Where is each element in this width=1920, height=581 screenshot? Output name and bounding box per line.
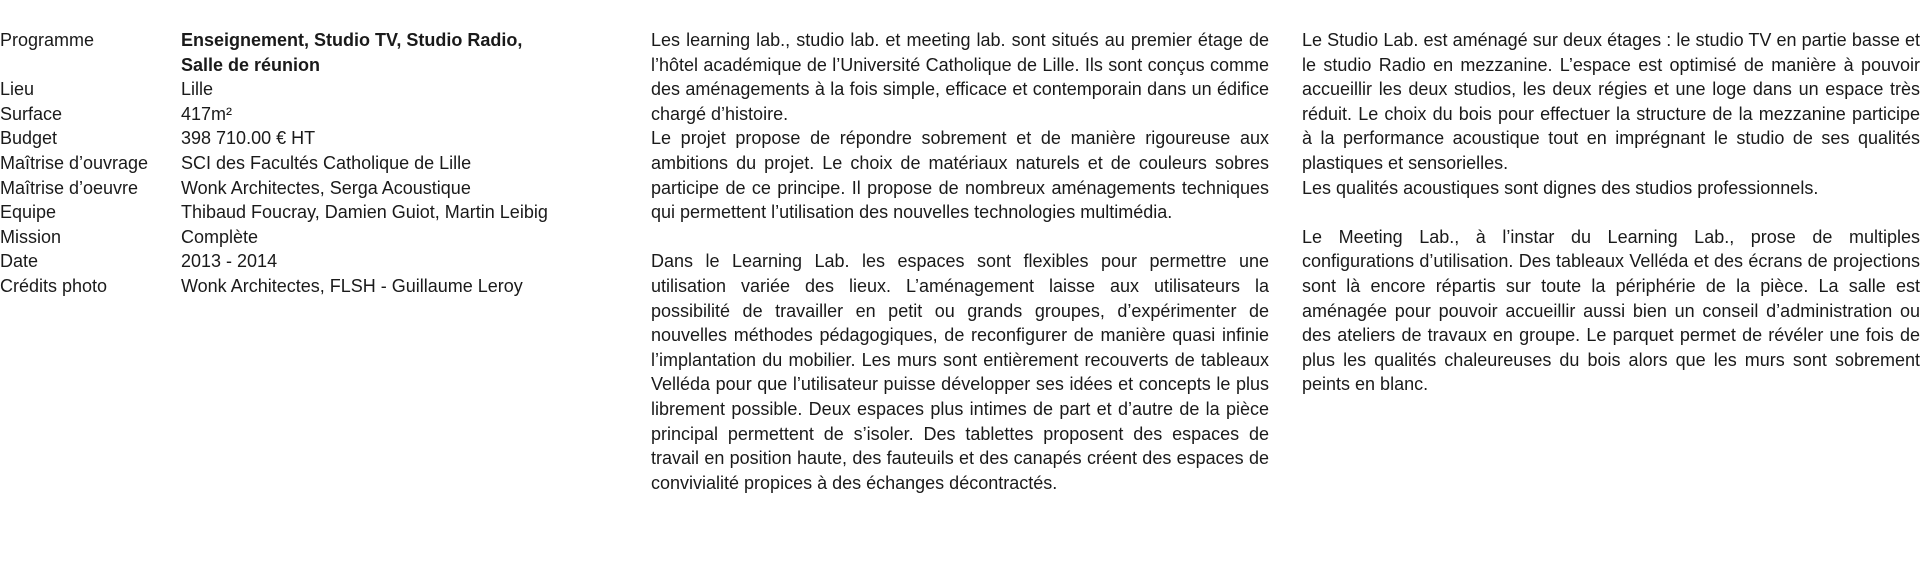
project-spec-table: [0, 28, 600, 299]
spec-row-surface: [0, 102, 600, 127]
spec-row-date: [0, 249, 600, 274]
spec-label: Surface: [0, 103, 63, 124]
spec-value: [181, 28, 600, 77]
spec-value: Lille: [181, 79, 214, 100]
spec-value: Wonk Architectes, Serga Acoustique: [181, 177, 471, 198]
spec-label: Equipe: [0, 202, 57, 223]
spec-value-line: Enseignement, Studio TV, Studio Radio,: [181, 30, 523, 50]
spec-row-credits: [0, 274, 600, 299]
spec-label: Mission: [0, 226, 62, 247]
paragraph-acoustics: Les qualités acoustiques sont dignes des studios professionnels.: [1302, 177, 1819, 198]
spec-value: 2013 - 2014: [181, 251, 278, 272]
description-column-learning-lab: [651, 28, 1269, 495]
spec-row-programme: [0, 28, 600, 77]
spec-row-equipe: [0, 200, 600, 225]
spec-value: SCI des Facultés Catholique de Lille: [181, 152, 472, 173]
paragraph-studio-lab: Le Studio Lab. est aménagé sur deux étages : le studio TV en partie basse et le studio Radio en mezzanine. L’espace est optimisé de manière à pouvoir accueillir les deux studios, les deux régies et une loge dans un espace très réduit. Le choix du bois pour effectuer la structure de la mezzanine participe à la performance acoustique tout en imprégnant le studio de ses qualités plastiques et sensorielles.: [1302, 30, 1920, 173]
spec-value: Complète: [181, 226, 259, 247]
description-column-studio-meeting-lab: [1302, 28, 1920, 397]
spec-row-maitrise-ouvrage: [0, 151, 600, 176]
spec-label: Maîtrise d’ouvrage: [0, 152, 149, 173]
paragraph-intro: Les learning lab., studio lab. et meeting lab. sont situés au premier étage de l’hôtel académique de l’Université Catholique de Lille. Ils sont conçus comme des aménagements à la fois simple, efficace et contemporain dans un édifice chargé d’histoire.: [651, 30, 1269, 124]
spec-value: 417m²: [181, 103, 233, 124]
paragraph-meeting-lab: Le Meeting Lab., à l’instar du Learning Lab., prose de multiples configurations d’utilisation. Des tableaux Velléda et des écrans de projections sont là encore répartis sur toute la périphérie de la pièce. La salle est aménagée pour pouvoir accueillir aussi bien un conseil d’administration ou des ateliers de travaux en groupe. Le parquet permet de révéler une fois de plus les qualités chaleureuses du bois alors que les murs sont sobrement peints en blanc.: [1302, 226, 1920, 395]
spec-label: Maîtrise d’oeuvre: [0, 177, 139, 198]
spec-value: Thibaud Foucray, Damien Guiot, Martin Leibig: [181, 202, 548, 223]
spec-value: Wonk Architectes, FLSH - Guillaume Leroy: [181, 275, 523, 296]
spec-row-lieu: [0, 77, 600, 102]
spec-row-mission: [0, 225, 600, 250]
spec-label: Lieu: [0, 79, 35, 100]
spec-label: Programme: [0, 30, 95, 50]
spec-label: Date: [0, 251, 39, 272]
spec-label: Budget: [0, 128, 58, 149]
spec-value-line: Salle de réunion: [181, 54, 321, 75]
spec-row-budget: [0, 126, 600, 151]
spec-value: 398 710.00 € HT: [181, 128, 316, 149]
paragraph-learning-lab: Dans le Learning Lab. les espaces sont flexibles pour permettre une utilisation variée des lieux. L’aménagement laisse aux utilisateurs la possibilité de travailler en petit ou grands groupes, d’expérimenter de nouvelles méthodes pédagogiques, de reconfigurer de manière quasi infinie l’implantation du mobilier. Les murs sont entièrement recouverts de tableaux Velléda pour que l’utilisateur puisse développer ses idées et concepts le plus librement possible. Deux espaces plus intimes de part et d’autre de la pièce principal permettent de s’isoler. Des tablettes proposent des espaces de travail en position haute, des fauteuils et des canapés créent des espaces de convivialité propices à des échanges décontractés.: [651, 251, 1269, 493]
paragraph-project: Le projet propose de répondre sobrement et de manière rigoureuse aux ambitions du projet. Le choix de matériaux naturels et de couleurs sobres participe de ce principe. Il propose de nombreux aménagements techniques qui permettent l’utilisation des nouvelles technologies multimédia.: [651, 128, 1269, 223]
spec-label: Crédits photo: [0, 275, 108, 296]
spec-row-maitrise-oeuvre: [0, 176, 600, 201]
